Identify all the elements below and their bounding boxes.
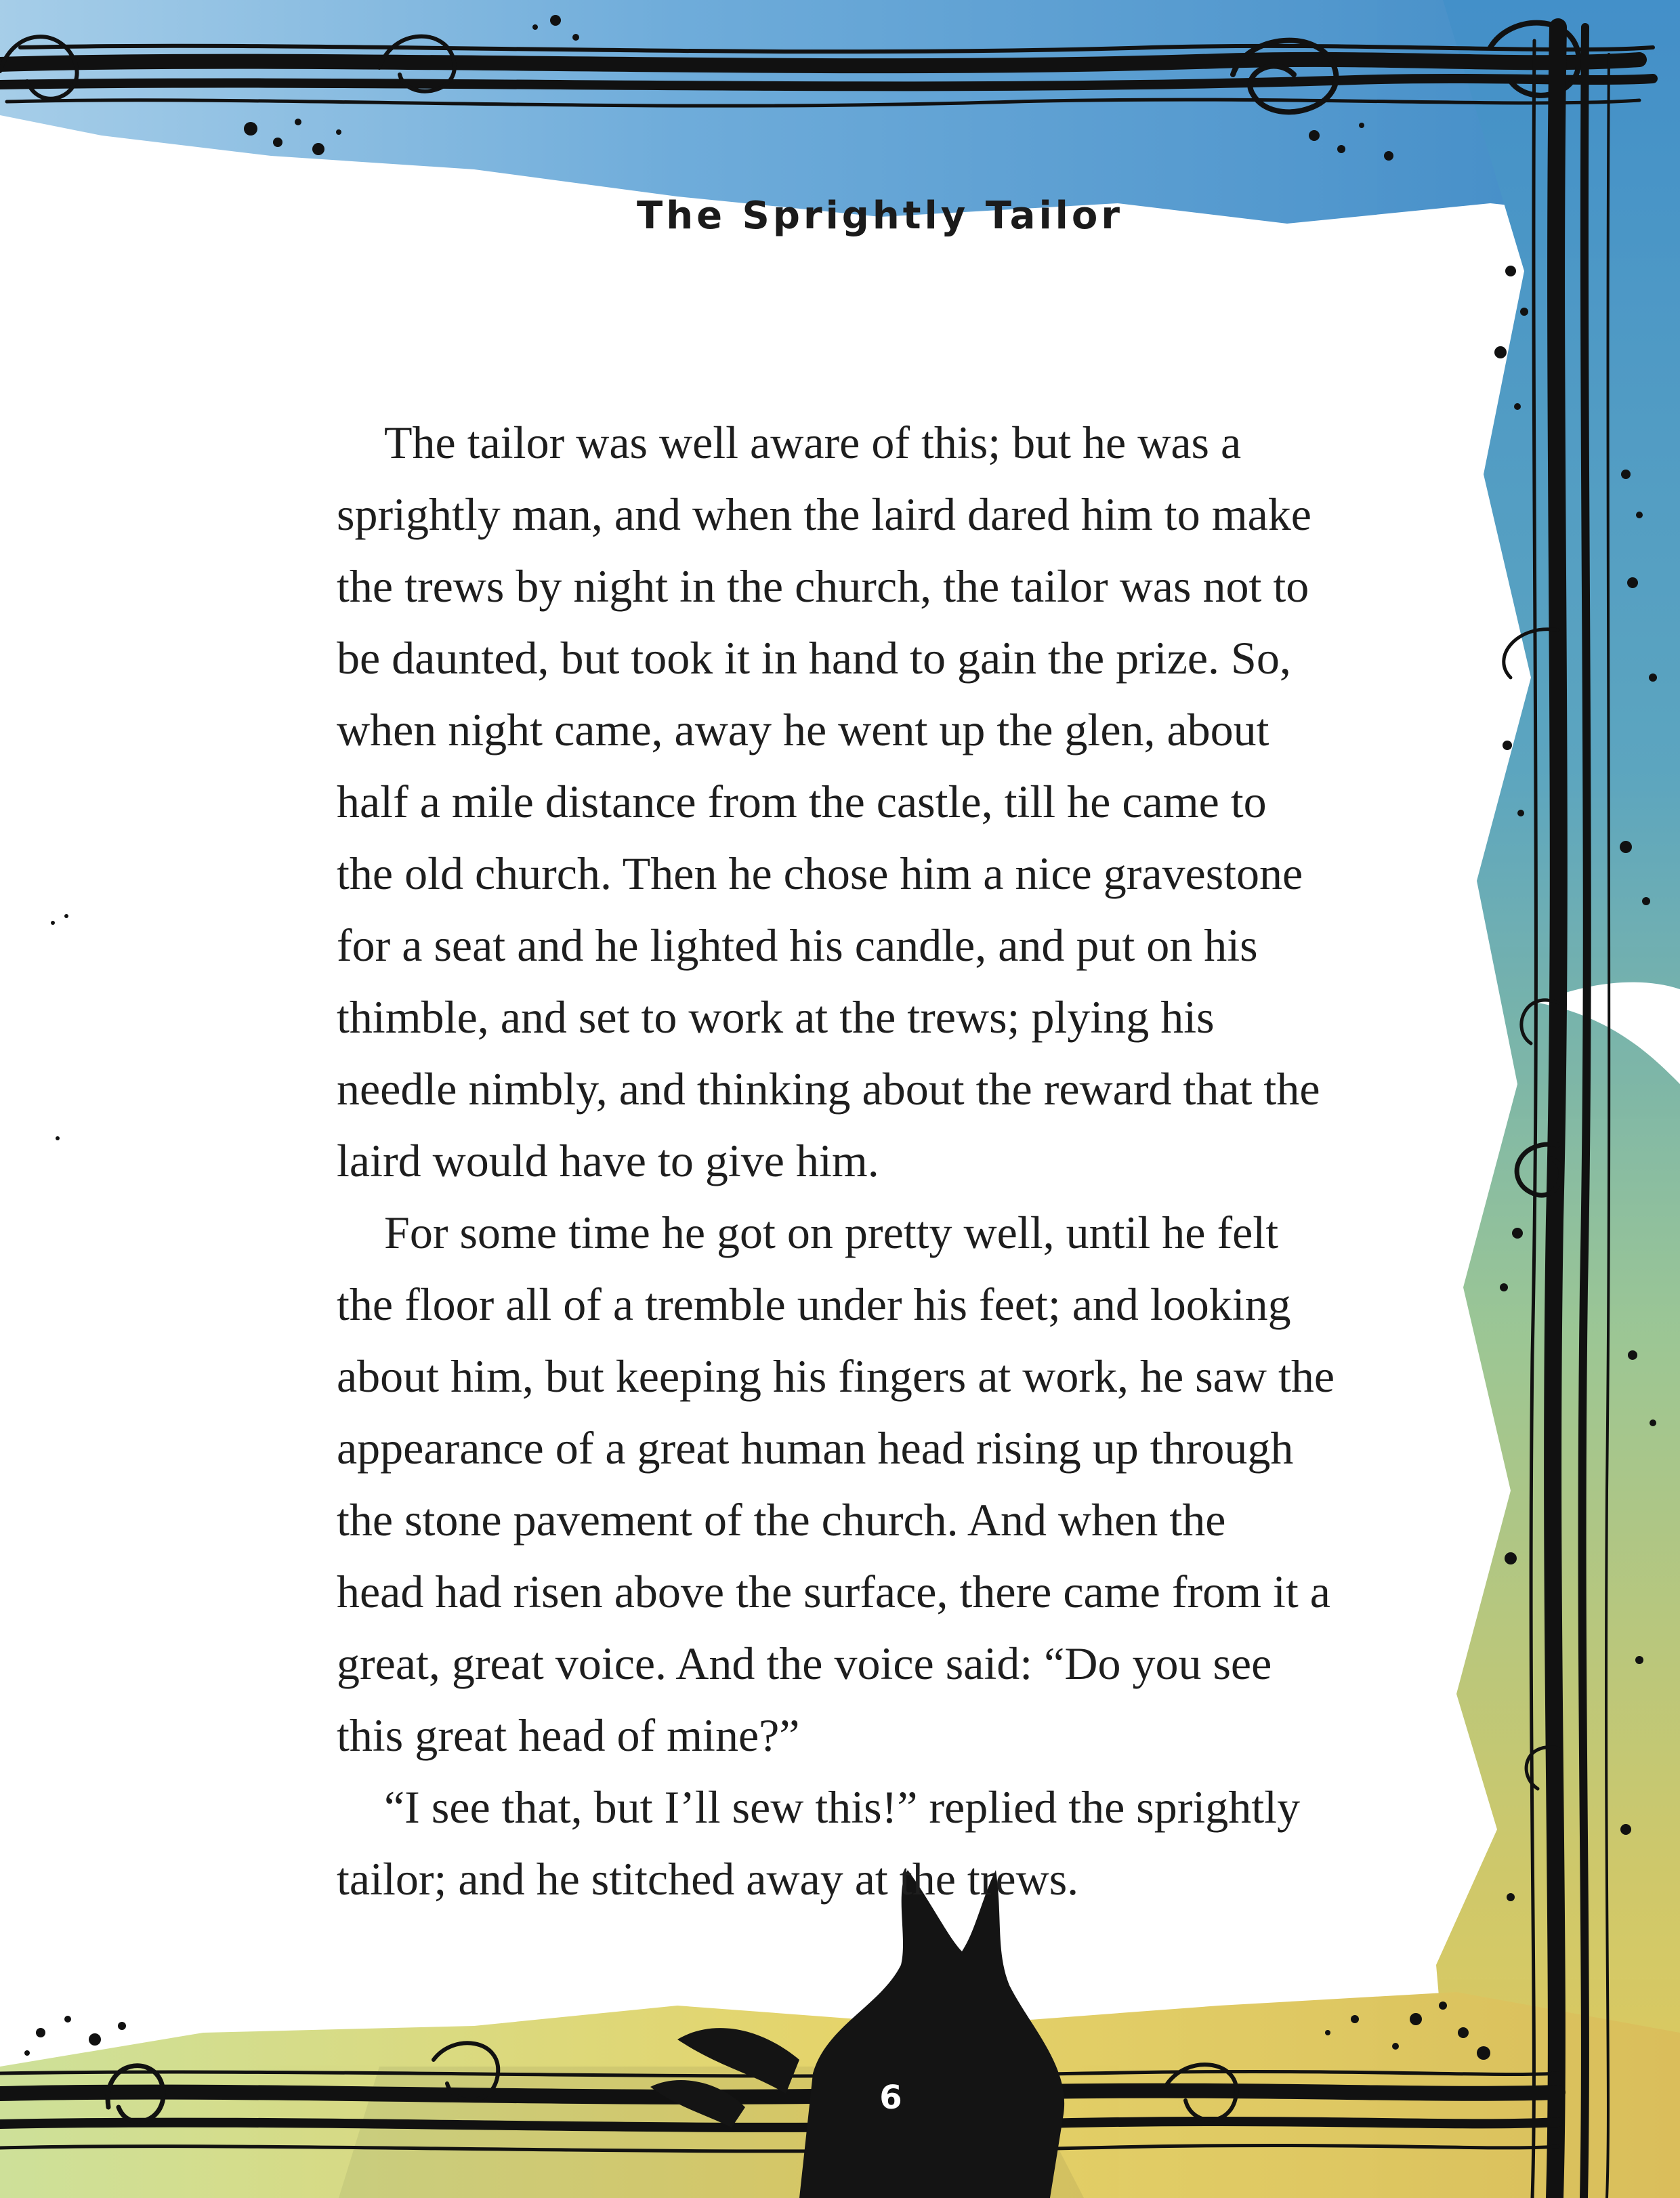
text-line: this great head of mine?” xyxy=(337,1709,800,1761)
text-line: laird would have to give him. xyxy=(337,1135,879,1186)
text-line: thimble, and set to work at the trews; plying his xyxy=(337,991,1215,1043)
text-line: “I see that, but I’ll sew this!” replied the sprightly xyxy=(384,1781,1301,1833)
text-line: the floor all of a tremble under his feet; and looking xyxy=(337,1279,1291,1330)
story-text xyxy=(337,407,1461,1915)
running-title: The Sprightly Tailor xyxy=(637,194,1123,238)
text-line: appearance of a great human head rising up through xyxy=(337,1422,1294,1474)
text-line: great, great voice. And the voice said: “Do you see xyxy=(337,1638,1272,1689)
text-line: when night came, away he went up the glen, about xyxy=(337,704,1269,755)
text-line: head had risen above the surface, there came from it a xyxy=(337,1566,1330,1617)
text-line: needle nimbly, and thinking about the reward that the xyxy=(337,1063,1320,1115)
text-line: the stone pavement of the church. And when the xyxy=(337,1494,1226,1546)
text-line: the trews by night in the church, the tailor was not to xyxy=(337,560,1309,612)
text-line: half a mile distance from the castle, till he came to xyxy=(337,776,1267,827)
text-line: be daunted, but took it in hand to gain the prize. So, xyxy=(337,632,1291,684)
page-number: 6 xyxy=(879,2079,902,2117)
text-line: sprightly man, and when the laird dared him to make xyxy=(337,489,1311,540)
text-line: The tailor was well aware of this; but he was a xyxy=(384,417,1242,468)
page-number-mark xyxy=(870,2073,911,2121)
text-line: the old church. Then he chose him a nice gravestone xyxy=(337,848,1303,899)
text-line: For some time he got on pretty well, until he felt xyxy=(384,1207,1279,1258)
text-line: for a seat and he lighted his candle, and put on his xyxy=(337,919,1258,971)
text-line: tailor; and he stitched away at the trews. xyxy=(337,1853,1079,1905)
text-line: about him, but keeping his fingers at work, he saw the xyxy=(337,1350,1335,1402)
